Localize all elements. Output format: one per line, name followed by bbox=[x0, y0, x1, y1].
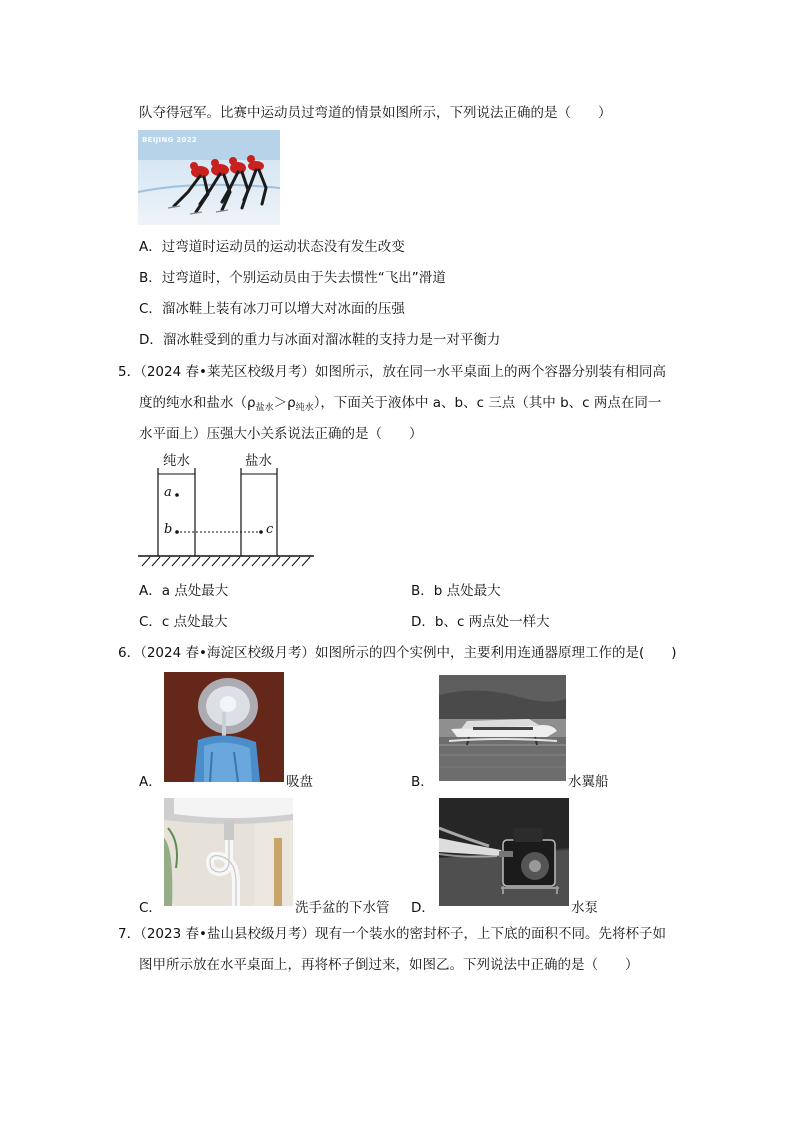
q5-option-b[interactable]: B．b 点处最大 bbox=[411, 583, 501, 599]
q5-containers-diagram bbox=[138, 448, 318, 574]
suction-cup-photo bbox=[164, 672, 284, 782]
label-salt-water: 盐水 bbox=[245, 453, 272, 469]
q6-option-a-text[interactable]: 吸盘 bbox=[286, 774, 313, 790]
q6-stem: 6．（2024 春•海淀区校级月考）如图所示的四个实例中，主要利用连通器原理工作的是( ) bbox=[118, 645, 677, 661]
point-a-label: a bbox=[164, 485, 172, 500]
hydrofoil-photo bbox=[439, 675, 566, 781]
q4-option-b[interactable]: B．过弯道时，个别运动员由于失去惯性“飞出”滑道 bbox=[139, 270, 446, 286]
point-c-label: c bbox=[266, 522, 274, 537]
q7-stem-line1: 7．（2023 春•盐山县校级月考）现有一个装水的密封杯子，上下底的面积不同。先将杯子如 bbox=[118, 926, 666, 942]
q4-option-d[interactable]: D．溜冰鞋受到的重力与冰面对溜冰鞋的支持力是一对平衡力 bbox=[139, 332, 501, 348]
q5-stem-line1: 5．（2024 春•莱芜区校级月考）如图所示，放在同一水平桌面上的两个容器分别装有相同高 bbox=[118, 364, 666, 380]
q5-option-c[interactable]: C．c 点处最大 bbox=[139, 614, 228, 630]
q6-option-b-letter[interactable]: B． bbox=[411, 774, 434, 790]
q6-option-d-text[interactable]: 水泵 bbox=[571, 900, 598, 916]
water-pump-photo bbox=[439, 798, 569, 906]
q5-stem-line2: 度的纯水和盐水$(\rho_{盐水}>\rho_{纯水})$，下面关于液体中 a、b、c 三点（其中 b、c 两点在同一 bbox=[139, 395, 662, 413]
point-b-label: b bbox=[164, 522, 173, 537]
q6-option-d-letter[interactable]: D． bbox=[411, 900, 435, 916]
photo-caption: BEIJING 2022 bbox=[142, 136, 198, 144]
q6-option-c-letter[interactable]: C． bbox=[139, 900, 162, 916]
q6-option-b-text[interactable]: 水翼船 bbox=[568, 774, 609, 790]
q6-option-a-letter[interactable]: A． bbox=[139, 774, 162, 790]
drain-pipe-photo bbox=[164, 798, 293, 906]
q4-option-c[interactable]: C．溜冰鞋上装有冰刀可以增大对冰面的压强 bbox=[139, 301, 405, 317]
q4-speed-skating-photo bbox=[138, 130, 280, 225]
q4-stem-end: 队夺得冠军。比赛中运动员过弯道的情景如图所示，下列说法正确的是（ ） bbox=[139, 105, 612, 121]
q6-option-c-text[interactable]: 洗手盆的下水管 bbox=[295, 900, 390, 916]
q5-stem-line3: 水平面上）压强大小关系说法正确的是（ ） bbox=[139, 426, 423, 442]
q5-option-d[interactable]: D．b、c 两点处一样大 bbox=[411, 614, 550, 630]
label-pure-water: 纯水 bbox=[163, 453, 190, 469]
q4-option-a[interactable]: A．过弯道时运动员的运动状态没有发生改变 bbox=[139, 239, 405, 255]
q5-option-a[interactable]: A．a 点处最大 bbox=[139, 583, 229, 599]
q7-stem-line2: 图甲所示放在水平桌面上，再将杯子倒过来，如图乙。下列说法中正确的是（ ） bbox=[139, 957, 639, 973]
